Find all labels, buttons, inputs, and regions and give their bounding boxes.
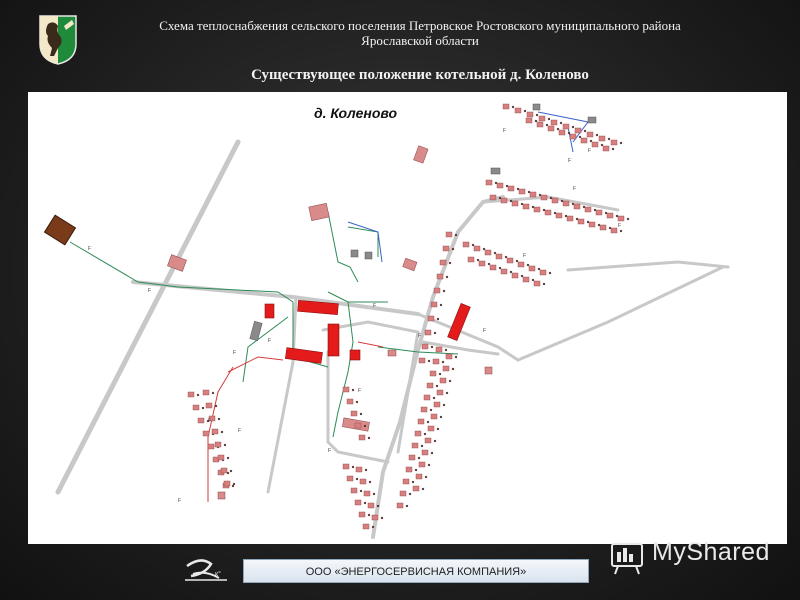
house-marker [540, 270, 546, 275]
house-marker [431, 302, 437, 307]
house-marker [541, 195, 547, 200]
network-node [543, 209, 545, 211]
house-marker [446, 354, 452, 359]
pipe-tag: F [233, 350, 237, 356]
network-node [418, 457, 420, 459]
pipe-tag: F [618, 223, 622, 229]
network-node [436, 385, 438, 387]
network-node [440, 416, 442, 418]
house-marker [437, 274, 443, 279]
heat-supply-map [28, 92, 787, 544]
network-node [627, 218, 629, 220]
house-marker [512, 201, 518, 206]
house-marker [592, 142, 598, 147]
network-node [449, 380, 451, 382]
network-node [587, 221, 589, 223]
heat-network-blue [348, 112, 588, 262]
network-node [516, 260, 518, 262]
house-marker [428, 316, 434, 321]
network-node [517, 188, 519, 190]
house-marker [526, 118, 532, 123]
house-marker [355, 423, 361, 428]
network-node [579, 136, 581, 138]
house-marker [193, 405, 199, 410]
house-marker [596, 210, 602, 215]
coat-of-arms-emblem [38, 14, 78, 66]
house-marker [436, 347, 442, 352]
house-marker [424, 395, 430, 400]
network-node [446, 392, 448, 394]
network-node [612, 148, 614, 150]
house-marker [463, 242, 469, 247]
pipe-tag: F [88, 246, 92, 252]
network-node [224, 444, 226, 446]
network-node [373, 493, 375, 495]
house-marker [208, 444, 214, 449]
network-node [372, 526, 374, 528]
house-marker [539, 116, 545, 121]
network-node [512, 106, 514, 108]
house-marker [486, 180, 492, 185]
house-marker [563, 124, 569, 129]
pipe-tag: F [208, 418, 212, 424]
heat-network [70, 212, 458, 437]
house-marker [427, 383, 433, 388]
network-node [434, 332, 436, 334]
house-marker [403, 479, 409, 484]
pipe-tag: F [573, 186, 577, 192]
company-logo [183, 556, 229, 586]
network-node [601, 144, 603, 146]
network-node [212, 392, 214, 394]
network-node [605, 212, 607, 214]
house-marker [585, 207, 591, 212]
network-node [431, 346, 433, 348]
house-marker [474, 246, 480, 251]
house-marker [425, 330, 431, 335]
house-marker [523, 277, 529, 282]
house-marker [479, 261, 485, 266]
house-marker [428, 426, 434, 431]
house-marker [587, 132, 593, 137]
house-marker [400, 491, 406, 496]
house-marker [347, 476, 353, 481]
road-diagonal-west [58, 142, 238, 492]
watermark-text: MyShared [652, 538, 770, 566]
network-node [609, 227, 611, 229]
pipe-tag: F [373, 303, 377, 309]
network-node [455, 234, 457, 236]
house-marker [343, 387, 349, 392]
network-node [532, 279, 534, 281]
house-marker [221, 468, 227, 473]
network-node [546, 124, 548, 126]
map-title-line2: Ярославской области [361, 33, 479, 48]
svg-text:к°: к° [215, 571, 221, 578]
house-marker [415, 431, 421, 436]
pipe-tag: F [178, 498, 182, 504]
network-node [233, 483, 235, 485]
house-marker [416, 474, 422, 479]
network-node [446, 276, 448, 278]
house-marker [523, 204, 529, 209]
house-marker [618, 216, 624, 221]
house-marker [413, 486, 419, 491]
house-marker [425, 438, 431, 443]
house-marker [548, 126, 554, 131]
house-marker [490, 195, 496, 200]
house-marker [359, 435, 365, 440]
network-node [565, 215, 567, 217]
network-node [452, 368, 454, 370]
network-node [506, 185, 508, 187]
network-node [449, 262, 451, 264]
house-marker [508, 186, 514, 191]
network-node [616, 215, 618, 217]
network-node [356, 478, 358, 480]
map-title [100, 18, 740, 48]
pipe-tag: F [328, 448, 332, 454]
house-marker [203, 431, 209, 436]
house-marker [551, 120, 557, 125]
house-marker [419, 358, 425, 363]
pipe-tag: F [358, 388, 362, 394]
network-node [230, 470, 232, 472]
network-node [527, 264, 529, 266]
house-marker [518, 262, 524, 267]
house-marker [422, 450, 428, 455]
network-node [572, 203, 574, 205]
house-marker [360, 479, 366, 484]
house-marker [611, 140, 617, 145]
network-node [356, 401, 358, 403]
network-node [430, 409, 432, 411]
network-node [445, 349, 447, 351]
network-node [377, 505, 379, 507]
network-node [406, 505, 408, 507]
network-node [360, 413, 362, 415]
network-node [443, 404, 445, 406]
house-marker [537, 122, 543, 127]
house-marker [212, 429, 218, 434]
house-marker [501, 269, 507, 274]
house-marker [359, 512, 365, 517]
network-node [368, 437, 370, 439]
house-marker [437, 390, 443, 395]
network-node [572, 126, 574, 128]
house-marker [556, 213, 562, 218]
network-node [550, 197, 552, 199]
network-node [532, 206, 534, 208]
house-marker [355, 500, 361, 505]
network-node [524, 110, 526, 112]
network-node [218, 418, 220, 420]
network-node [442, 361, 444, 363]
network-node [421, 445, 423, 447]
network-node [428, 464, 430, 466]
network-node [427, 421, 429, 423]
house-marker [443, 246, 449, 251]
network-node [488, 263, 490, 265]
house-marker [563, 201, 569, 206]
house-marker [422, 344, 428, 349]
house-marker [574, 204, 580, 209]
network-node [510, 271, 512, 273]
network-node [576, 218, 578, 220]
house-marker [503, 104, 509, 109]
network-node [381, 517, 383, 519]
house-marker [599, 136, 605, 141]
village-label: д. Коленово [314, 105, 398, 121]
house-marker [397, 503, 403, 508]
pipe-labels [88, 128, 621, 504]
pipe-tag: F [418, 333, 422, 339]
network-node [352, 466, 354, 468]
house-marker [559, 130, 565, 135]
network-node [369, 481, 371, 483]
house-marker [203, 390, 209, 395]
house-marker [372, 515, 378, 520]
house-marker [364, 491, 370, 496]
network-node [536, 114, 538, 116]
house-marker [519, 189, 525, 194]
network-node [548, 118, 550, 120]
house-marker [363, 524, 369, 529]
pipe-tag: F [148, 288, 152, 294]
network-node [443, 290, 445, 292]
network-node [455, 356, 457, 358]
house-marker [485, 250, 491, 255]
network-node [521, 275, 523, 277]
network-node [433, 397, 435, 399]
network-node [598, 224, 600, 226]
network-node [554, 212, 556, 214]
network-node [440, 304, 442, 306]
pipe-tag: F [523, 253, 527, 259]
house-marker [530, 192, 536, 197]
network-node [596, 134, 598, 136]
house-marker [206, 403, 212, 408]
house-marker [578, 219, 584, 224]
network-node [428, 360, 430, 362]
house-marker [434, 288, 440, 293]
network-node [425, 476, 427, 478]
house-marker [552, 198, 558, 203]
network-node [412, 481, 414, 483]
network-node [505, 256, 507, 258]
network-node [620, 230, 622, 232]
house-marker [515, 108, 521, 113]
house-marker [347, 399, 353, 404]
house-marker [512, 273, 518, 278]
network-node [431, 452, 433, 454]
network-node [197, 394, 199, 396]
pipe-tag: F [268, 338, 272, 344]
house-marker [431, 414, 437, 419]
network-node [409, 493, 411, 495]
network-node [437, 428, 439, 430]
pipe-tag: F [503, 128, 507, 134]
network-node [483, 248, 485, 250]
house-marker [570, 134, 576, 139]
network-node [232, 485, 234, 487]
house-marker [198, 418, 204, 423]
network-node [415, 469, 417, 471]
pipe-tag: F [483, 328, 487, 334]
house-marker [507, 258, 513, 263]
network-node [594, 209, 596, 211]
network-node [221, 431, 223, 433]
network-node [227, 457, 229, 459]
network-node [424, 433, 426, 435]
house-marker [575, 128, 581, 133]
house-marker [215, 442, 221, 447]
house-marker [419, 462, 425, 467]
network-node [568, 132, 570, 134]
network-node [590, 140, 592, 142]
house-marker [600, 225, 606, 230]
house-marker [418, 419, 424, 424]
house-marker [468, 257, 474, 262]
house-marker [188, 392, 194, 397]
house-marker [440, 260, 446, 265]
pipe-tag: F [238, 428, 242, 434]
house-marker [440, 378, 446, 383]
company-name-box: ООО «ЭНЕРГОСЕРВИСНАЯ КОМПАНИЯ» [243, 559, 589, 583]
network-node [360, 490, 362, 492]
network-node [477, 259, 479, 261]
house-marker [611, 228, 617, 233]
network-node [499, 267, 501, 269]
map-subtitle: Существующее положение котельной д. Коленово [251, 67, 589, 83]
house-marker [589, 222, 595, 227]
house-marker [534, 281, 540, 286]
house-marker [430, 371, 436, 376]
house-marker [497, 183, 503, 188]
network-node [365, 469, 367, 471]
network-node [538, 268, 540, 270]
road-south-branch [328, 352, 388, 462]
map-title-line1: Схема теплоснабжения сельского поселения Петровское Ростовского муниципального района [159, 18, 681, 33]
house-marker [433, 359, 439, 364]
network-node [620, 142, 622, 144]
network-node [422, 488, 424, 490]
network-node [364, 425, 366, 427]
house-marker [446, 232, 452, 237]
network-node [528, 191, 530, 193]
house-marker [603, 146, 609, 151]
house-marker [567, 216, 573, 221]
network-node [539, 194, 541, 196]
house-marker [406, 467, 412, 472]
pipe-tag: F [568, 158, 572, 164]
house-marker [368, 503, 374, 508]
network-node [549, 272, 551, 274]
house-marker [224, 481, 230, 486]
house-marker [351, 488, 357, 493]
network-node [608, 138, 610, 140]
house-marker [343, 464, 349, 469]
pipe-tag: F [588, 148, 592, 154]
house-marker [501, 198, 507, 203]
network-node [499, 197, 501, 199]
house-marker [356, 467, 362, 472]
network-node [352, 389, 354, 391]
house-row-markers [188, 104, 629, 529]
house-marker [496, 254, 502, 259]
network-node [227, 472, 229, 474]
network-node [452, 248, 454, 250]
house-marker [545, 210, 551, 215]
house-marker [527, 112, 533, 117]
house-marker [607, 213, 613, 218]
network-node [494, 252, 496, 254]
network-node [583, 206, 585, 208]
roads [58, 142, 728, 537]
house-marker [412, 443, 418, 448]
network-node [543, 283, 545, 285]
house-marker [529, 266, 535, 271]
house-marker [490, 265, 496, 270]
network-node [439, 373, 441, 375]
house-marker [434, 402, 440, 407]
road-northeast [568, 262, 728, 270]
network-node [364, 502, 366, 504]
network-node [535, 120, 537, 122]
network-node [510, 200, 512, 202]
map-panel [28, 92, 787, 544]
house-marker [421, 407, 427, 412]
house-marker [351, 411, 357, 416]
house-marker [443, 366, 449, 371]
network-node [561, 200, 563, 202]
house-marker [218, 455, 224, 460]
network-node [437, 318, 439, 320]
house-marker [409, 455, 415, 460]
road-inner-loop [268, 297, 296, 492]
network-node [202, 407, 204, 409]
network-node [557, 128, 559, 130]
house-marker [581, 138, 587, 143]
network-node [584, 130, 586, 132]
network-node [495, 182, 497, 184]
network-node [472, 244, 474, 246]
boiler-house [45, 215, 76, 245]
network-node [215, 405, 217, 407]
network-node [521, 203, 523, 205]
network-node [434, 440, 436, 442]
house-marker [534, 207, 540, 212]
network-node [368, 514, 370, 516]
network-node [560, 122, 562, 124]
